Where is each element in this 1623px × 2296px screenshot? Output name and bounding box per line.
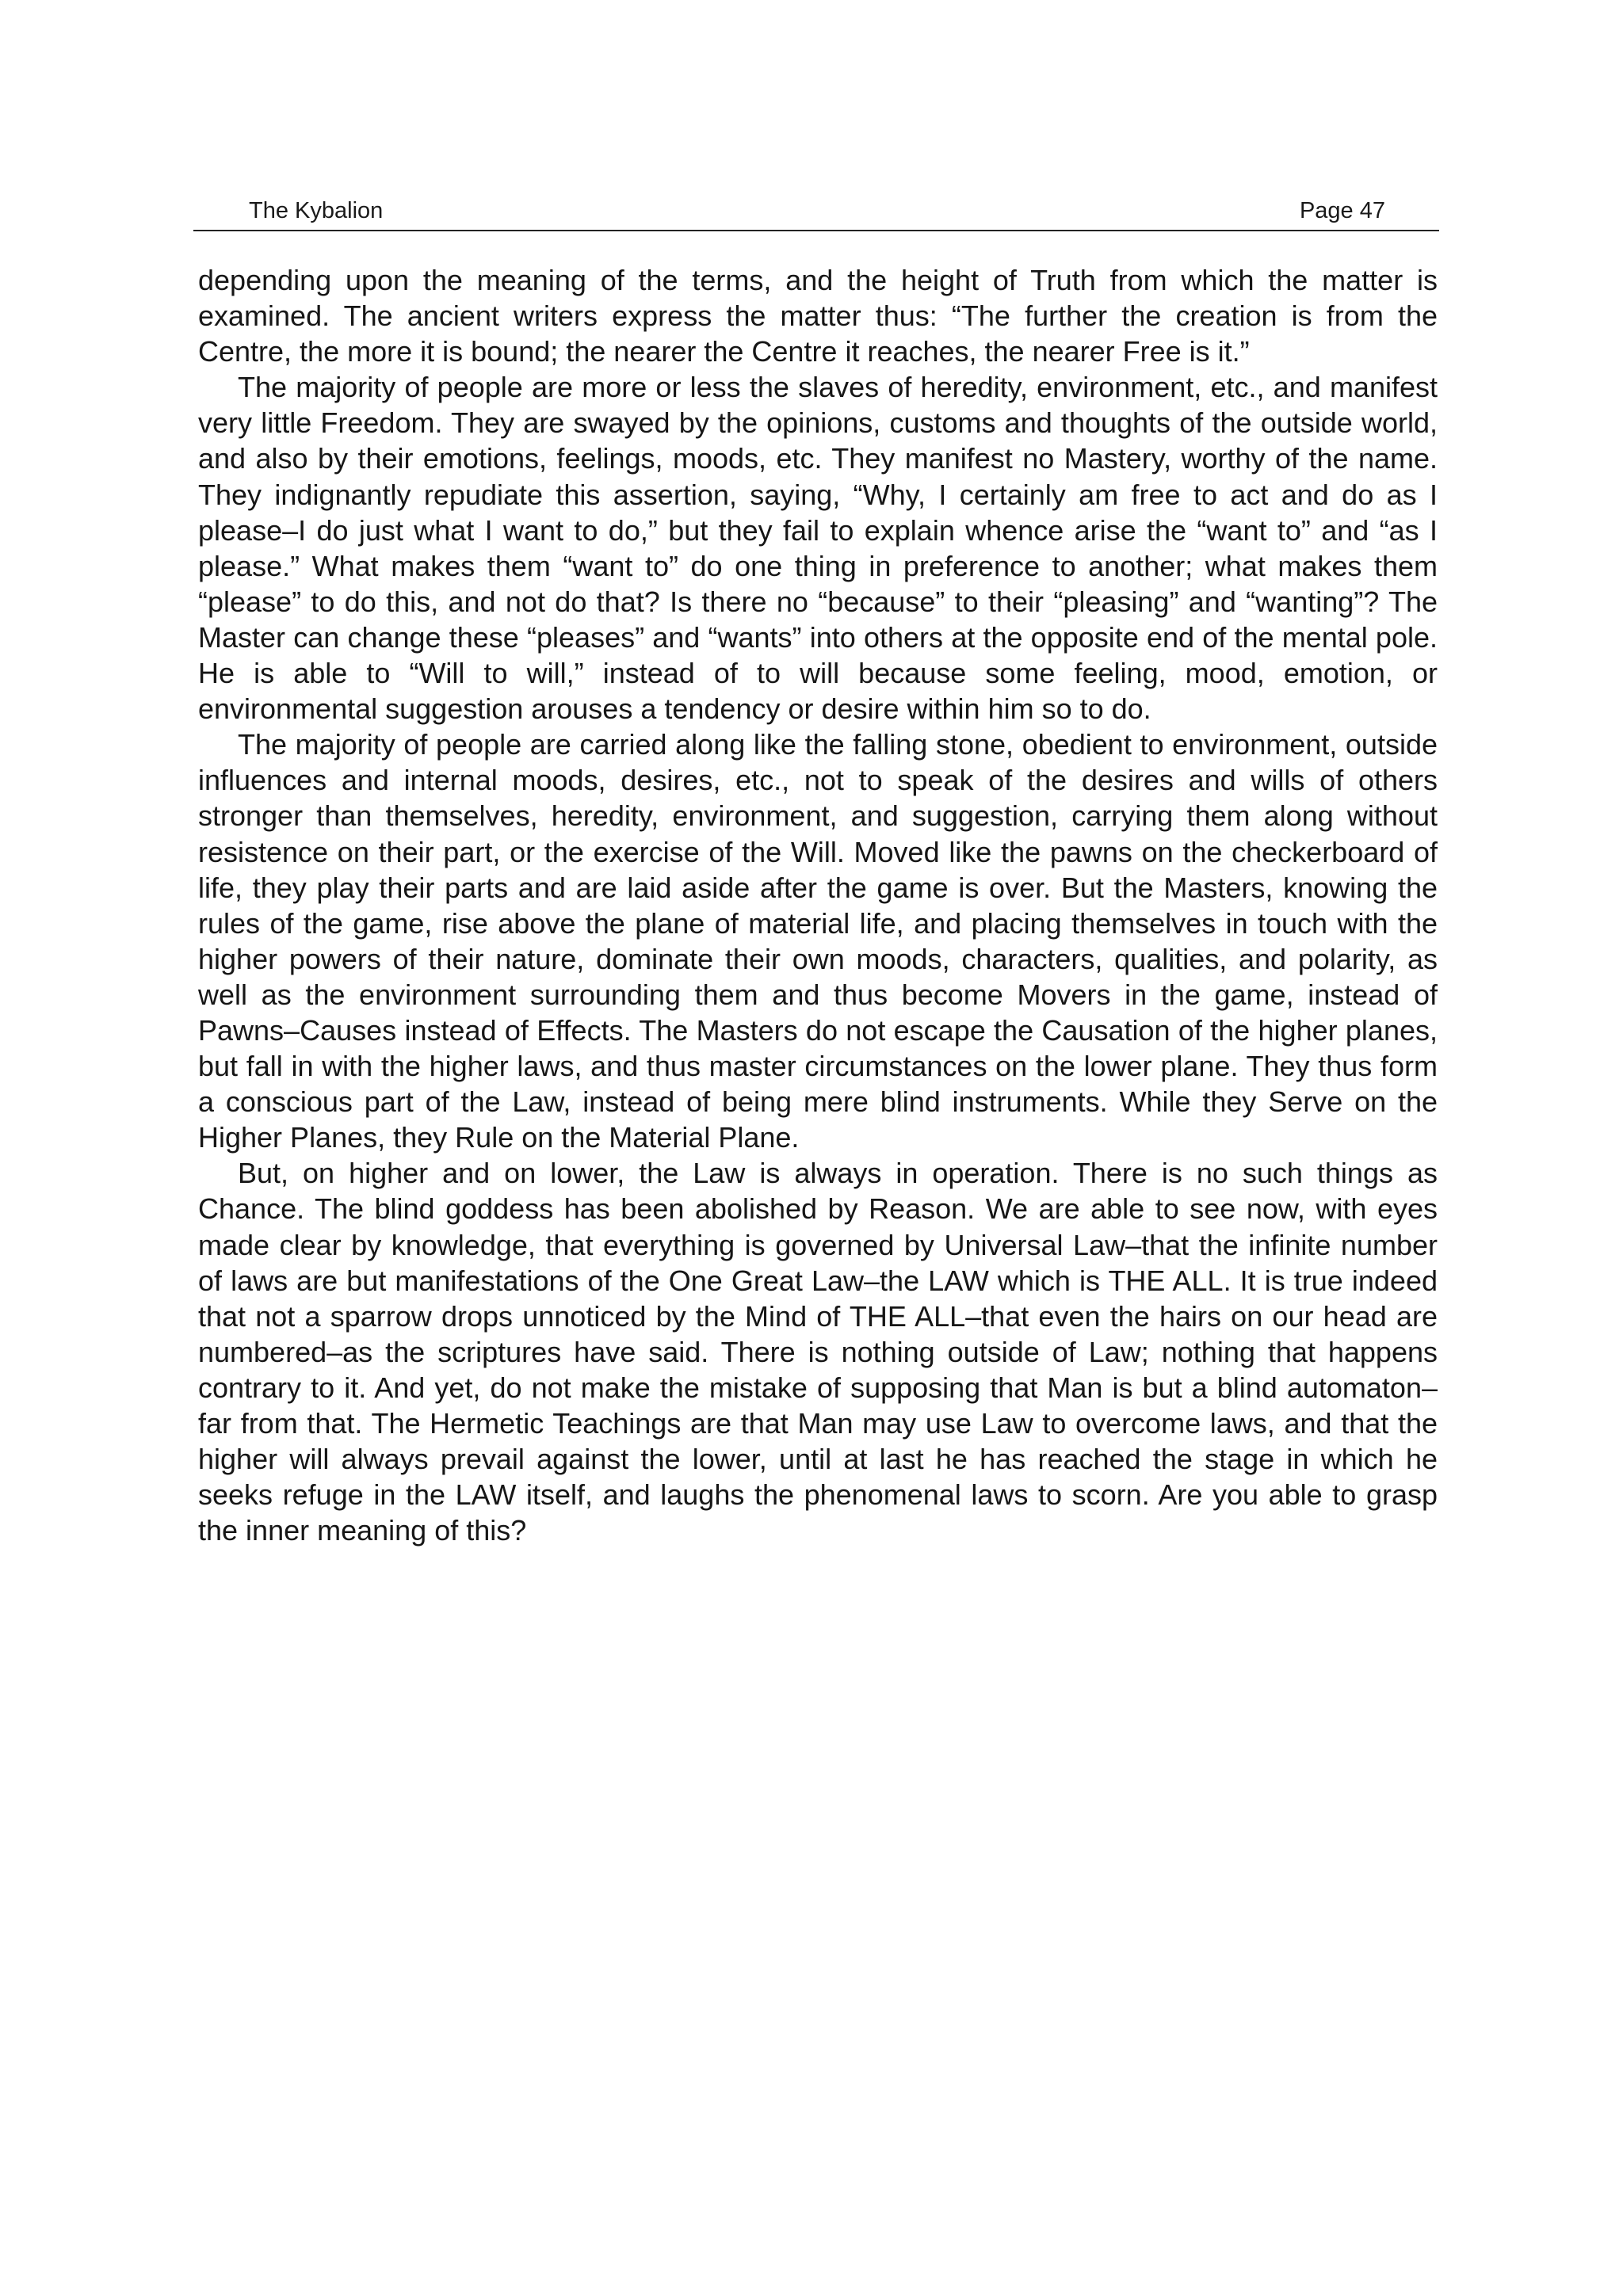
paragraph: But, on higher and on lower, the Law is always in operation. There is no such things as Chance. The blind goddess has been abolished by Reason. We are able to see now, with eyes made clear by knowledge, that everything is governed by Universal Law–that the infinite number of laws are but manifestations of the One Great Law–the LAW which is THE ALL. It is true indeed that not a sparrow drops unnoticed by the Mind of THE ALL–that even the hairs on our head are numbered–as the scriptures have said. There is nothing outside of Law; nothing that happens contrary to it. And yet, do not make the mistake of supposing that Man is but a blind automaton–far from that. The Hermetic Teachings are that Man may use Law to overcome laws, and that the higher will always prevail against the lower, until at last he has reached the stage in which he seeks refuge in the LAW itself, and laughs the phenomenal laws to scorn. Are you able to grasp the inner meaning of this? (198, 1157, 1438, 1547)
book-title: The Kybalion (249, 198, 384, 223)
paragraph: The majority of people are carried along like the falling stone, obedient to environment, outside influences and internal moods, desires, etc., not to speak of the desires and wills of others stronger than themselves, heredity, environment, and suggestion, carrying them along without resistence on their part, or the exercise of the Will. Moved like the pawns on the checkerboard of life, they play their parts and are laid aside after the game is over. But the Masters, knowing the rules of the game, rise above the plane of material life, and placing themselves in touch with the higher powers of their nature, dominate their own moods, characters, qualities, and polarity, as well as the environment surrounding them and thus become Movers in the game, instead of Pawns–Causes instead of Effects. The Masters do not escape the Causation of the higher planes, but fall in with the higher laws, and thus master circumstances on the lower plane. They thus form a conscious part of the Law, instead of being mere blind instruments. While they Serve on the Higher Planes, they Rule on the Material Plane. (198, 728, 1438, 1154)
body-text (198, 262, 1438, 1548)
page-number: Page 47 (1299, 198, 1385, 223)
paragraph-continued: depending upon the meaning of the terms, and the height of Truth from which the matter is examined. The ancient writers express the matter thus: “The further the creation is from the Centre, the more it is bound; the nearer the Centre it reaches, the nearer Free is it.” (198, 264, 1438, 368)
paragraph: The majority of people are more or less the slaves of heredity, environment, etc., and manifest very little Freedom. They are swayed by the opinions, customs and thoughts of the outside world, and also by their emotions, feelings, moods, etc. They manifest no Mastery, worthy of the name. They indignantly repudiate this assertion, saying, “Why, I certainly am free to act and do as I please–I do just what I want to do,” but they fail to explain whence arise the “want to” and “as I please.” What makes them “want to” do one thing in preference to another; what makes them “please” to do this, and not do that? Is there no “because” to their “pleasing” and “wanting”? The Master can change these “pleases” and “wants” into others at the opposite end of the mental pole. He is able to “Will to will,” instead of to will because some feeling, mood, emotion, or environmental suggestion arouses a tendency or desire within him so to do. (198, 371, 1438, 726)
page-header (193, 195, 1439, 231)
